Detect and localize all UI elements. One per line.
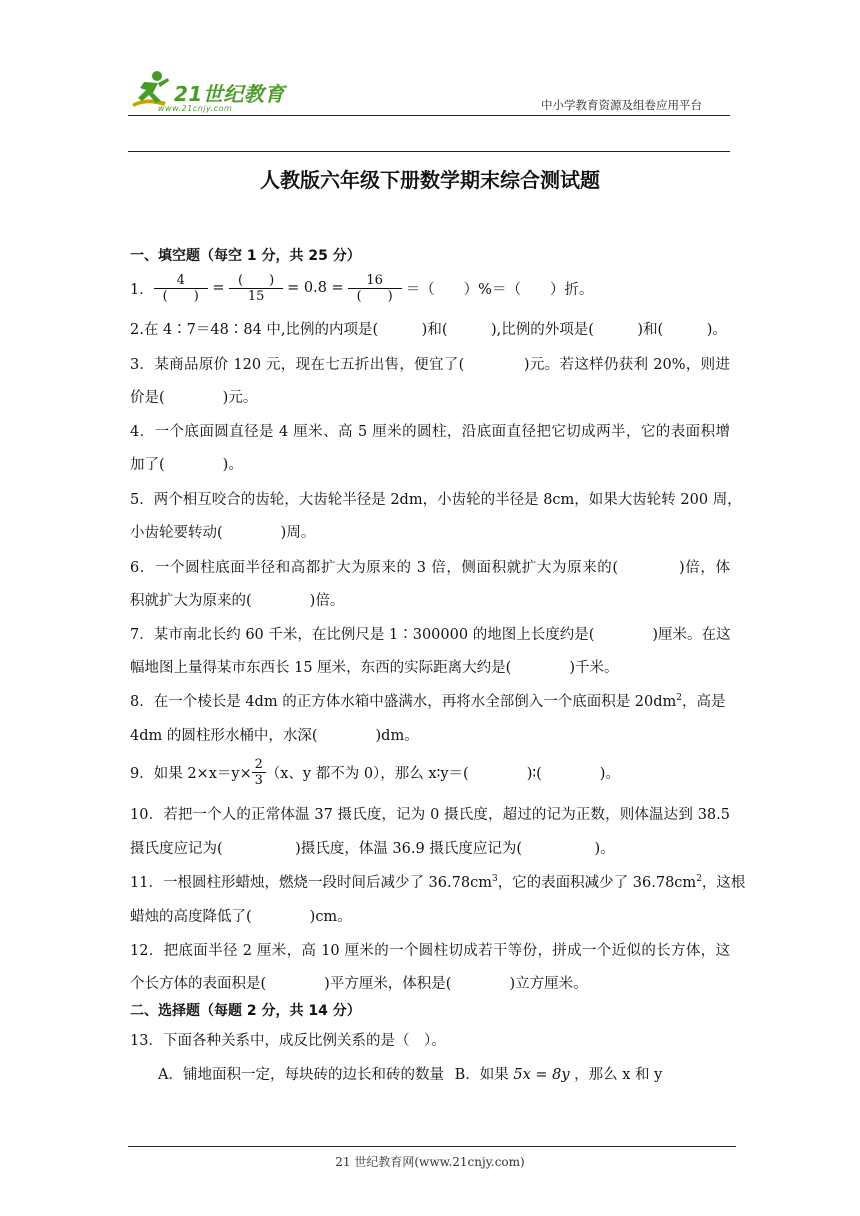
fraction-numerator: 4 [154, 273, 208, 289]
superscript: 2 [676, 693, 683, 704]
question-10-line-2: 摄氏度应记为( )摄氏度，体温 36.9 摄氏度应记为( )。 [130, 841, 615, 857]
fraction-numerator: 2 [252, 757, 266, 773]
question-9 [130, 752, 620, 792]
question-13-options [158, 1063, 662, 1084]
fraction [229, 273, 283, 304]
fraction [154, 273, 208, 304]
fraction-denominator: 15 [247, 288, 265, 304]
question-1 [130, 268, 593, 308]
option-b-equation: 5x = 8y [513, 1067, 570, 1083]
q1-suffix: ＝（ ）%＝（ ）折。 [405, 281, 594, 298]
question-12-line-2: 个长方体的表面积是( )平方厘米，体积是( )立方厘米。 [130, 976, 588, 992]
question-8-line-1 [130, 690, 726, 711]
q11-text-part3: ，这根 [701, 875, 746, 891]
superscript: 2 [696, 874, 702, 885]
question-8-line-2: 4dm 的圆柱形水桶中，水深( )dm。 [130, 728, 419, 744]
question-2: 2.在 4∶7＝48∶84 中,比例的内项是( )和( ),比例的外项是( )和( )。 [130, 322, 727, 338]
question-5-line-2: 小齿轮要转动( )周。 [130, 525, 316, 541]
header-rule [128, 115, 730, 116]
q1-mid: = 0.8 = [287, 280, 344, 296]
q9-prefix: 9．如果 2×x＝y× [130, 765, 252, 782]
fraction-numerator: 16 [348, 273, 402, 289]
q1-prefix: 1． [130, 281, 154, 298]
q11-text-part2: ，它的表面积减少了 36.78cm [497, 875, 697, 891]
superscript: 3 [491, 874, 498, 885]
option-b-label: B．如果 [454, 1067, 509, 1083]
question-11-line-1 [130, 871, 745, 892]
q9-suffix: （x、y 都不为 0），那么 x∶y＝( )∶( )。 [265, 765, 620, 782]
section-heading-fill-blank: 一、填空题（每空 1 分，共 25 分） [130, 248, 361, 264]
q8-text-part1: 8．在一个棱长是 4dm 的正方体水箱中盛满水，再将水全部倒入一个底面积是 20dm [130, 694, 677, 710]
q8-text-part2: ，高是 [682, 694, 726, 710]
header-rule-2 [128, 151, 730, 152]
fraction [252, 757, 266, 788]
option-b-text: ，那么 x 和 y [574, 1067, 663, 1083]
question-4-line-2: 加了( )。 [130, 457, 243, 473]
section-heading-multiple-choice: 二、选择题（每题 2 分，共 14 分） [130, 1003, 361, 1019]
fraction-denominator: ( ) [356, 288, 393, 304]
question-10-line-1: 10．若把一个人的正常体温 37 摄氏度，记为 0 摄氏度，超过的记为正数，则体温达到 38.5 [130, 807, 730, 823]
option-a: A．铺地面积一定，每块砖的边长和砖的数量 [158, 1067, 444, 1083]
question-13: 13．下面各种关系中，成反比例关系的是（ ）。 [130, 1033, 446, 1049]
logo-main-text: 21世纪教育 [174, 82, 285, 106]
fraction-denominator: ( ) [162, 288, 199, 304]
platform-name: 中小学教育资源及组卷应用平台 [541, 98, 702, 112]
question-6-line-1: 6．一个圆柱底面半径和高都扩大为原来的 3 倍，侧面积就扩大为原来的( )倍，体 [130, 560, 730, 576]
footer-rule [128, 1146, 736, 1147]
page-title: 人教版六年级下册数学期末综合测试题 [260, 168, 600, 192]
question-12-line-1: 12．把底面半径 2 厘米，高 10 厘米的一个圆柱切成若干等份，拼成一个近似的长方体，这 [130, 943, 730, 959]
question-7-line-1: 7．某市南北长约 60 千米，在比例尺是 1∶300000 的地图上长度约是( )厘米。在这 [130, 627, 731, 643]
fraction-numerator: ( ) [229, 273, 283, 289]
question-3-line-2: 价是( )元。 [130, 390, 258, 406]
fraction-denominator: 3 [254, 772, 263, 788]
logo [122, 66, 292, 116]
question-4-line-1: 4．一个底面圆直径是 4 厘米、高 5 厘米的圆柱，沿底面直径把它切成两半，它的表面积增 [130, 424, 730, 440]
equals-sign: = [207, 280, 230, 296]
question-3-line-1: 3．某商品原价 120 元，现在七五折出售，便宜了( )元。若这样仍获利 20%，则进 [130, 357, 730, 373]
q11-text-part1: 11．一根圆柱形蜡烛，燃烧一段时间后减少了 36.78cm [130, 875, 492, 891]
question-6-line-2: 积就扩大为原来的( )倍。 [130, 593, 345, 609]
question-5-line-1: 5．两个相互咬合的齿轮，大齿轮半径是 2dm，小齿轮的半径是 8cm，如果大齿轮转 200 周， [130, 492, 742, 508]
logo-url-text: www.21cnjy.com [158, 104, 233, 113]
footer-text: 21 世纪教育网(www.21cnjy.com) [335, 1155, 525, 1169]
question-11-line-2: 蜡烛的高度降低了( )cm。 [130, 909, 352, 925]
fraction [348, 273, 402, 304]
question-7-line-2: 幅地图上量得某市东西长 15 厘米，东西的实际距离大约是( )千米。 [130, 660, 619, 676]
